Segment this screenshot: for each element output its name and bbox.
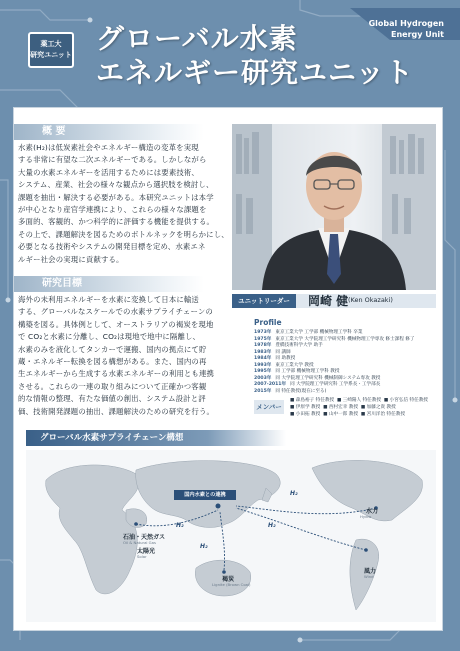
goals-line: させる。これらの一連の取り組みについて正確かつ客観 xyxy=(18,381,207,391)
unit-badge xyxy=(28,32,74,68)
members-heading: メンバー xyxy=(254,400,284,414)
overview-line: 大量の水素エネルギーを活用するためには要素技術、 xyxy=(18,167,199,177)
profile-text: 東京工業大学 大学院理工学研究科 機械物理工学専攻 修士課程 修了 xyxy=(275,336,415,342)
profile-text: 豊橋技術科学大学 助手 xyxy=(275,343,323,348)
profile-year: 1978年 xyxy=(254,343,272,348)
member: ■ 加藤之貴 教授 xyxy=(360,405,396,410)
overview-line: 水素(H₂)は低炭素社会やエネルギー構造の変革を実現 xyxy=(18,143,199,152)
profile-row xyxy=(254,356,295,362)
title-line1: グローバル水素 xyxy=(96,22,298,55)
english-title xyxy=(369,18,444,40)
profile-text: 東京工業大学 工学部 機械物理工学科 卒業 xyxy=(275,330,363,335)
badge-line1: 薬工大 xyxy=(40,40,62,48)
supply-chain-heading: グローバル水素サプライチェーン構想 xyxy=(26,430,286,446)
profile-year: 1975年 xyxy=(254,336,272,342)
profile-row xyxy=(254,376,380,382)
profile-year: 2007-2011年 xyxy=(254,382,287,387)
member: ■ 宮川洋治 特任教授 xyxy=(360,412,405,417)
profile-year: 1983年 xyxy=(254,349,272,355)
site-oilgas: 石油・天然ガス xyxy=(123,534,166,541)
page-title xyxy=(96,22,414,90)
goals-line: 蔵・エネルギー転換を図る構想がある。また、国内の再 xyxy=(18,357,207,367)
profile-text: 同 講師 xyxy=(275,349,291,355)
site-lignite: 褐炭 xyxy=(222,576,235,583)
profile-row xyxy=(254,330,362,336)
overview-line: 課題を抽出・解決する必要がある。本研究ユニットは本学 xyxy=(18,192,214,202)
profile-row xyxy=(254,389,326,395)
overview-text xyxy=(18,142,230,266)
h2-label: H₂ xyxy=(290,490,298,497)
badge-line2: 研究ユニット xyxy=(30,51,72,59)
member: ■ 小田拓 教授 xyxy=(290,412,321,417)
profile-text: 同 助教授 xyxy=(275,356,296,361)
world-map-diagram xyxy=(26,450,436,622)
profile-row xyxy=(254,350,291,356)
h2-label: H₂ xyxy=(176,522,184,529)
goals-line: 的な情報の整理、有たな価値の創出、システム設計と評 xyxy=(18,394,206,404)
profile-year: 2015年 xyxy=(254,388,272,394)
goals-line: 価、技術開発課題の抽出、課題解決のための研究を行う。 xyxy=(18,406,215,416)
profile-year: 1993年 xyxy=(254,362,272,368)
japan-hub-dot xyxy=(216,504,221,509)
goals-text xyxy=(18,294,230,418)
wind-dot xyxy=(364,548,368,552)
profile-text: 同 工学部 機械物理工学科 教授 xyxy=(275,369,340,374)
overview-line: 多面的、客観的、かつ科学的に評価する機能を提供する。 xyxy=(18,217,215,227)
site-hydro-en: Hydro xyxy=(360,514,372,519)
goals-line: 構築を図る。具体例として、オーストラリアの褐炭を現地 xyxy=(18,319,214,329)
overview-line: 必要となる技術やシステムの開発目標を定め、水素エネ xyxy=(18,242,206,252)
member: ■ 森島裕子 特任教授 xyxy=(290,398,335,403)
profile-year: 1995年 xyxy=(254,369,272,374)
member-row xyxy=(290,398,428,404)
site-oilgas-en: Oil & Natural Gas xyxy=(123,540,156,545)
overview-line: する非常に有望な二次エネルギーである。しかしながら xyxy=(18,155,207,165)
goals-line: 生エネルギーから生成する水素エネルギーの利用とも連携 xyxy=(18,369,215,379)
en-title-line1: Global Hydrogen xyxy=(368,19,444,28)
profile-text: 東京工業大学 教授 xyxy=(275,362,314,368)
goals-line: 海外の未利用エネルギーを水素に変換して日本に輸送 xyxy=(18,295,199,304)
goals-line: する、グローバルなスケールでの水素サプライチェーンの xyxy=(18,307,213,317)
site-lignite-en: Lignite (Brown Coal) xyxy=(212,582,251,587)
profile-text: 同 大学院理工学研究科 機械制御システム専攻 教授 xyxy=(275,375,381,381)
profile-row xyxy=(254,363,314,369)
leader-name-en: (Ken Okazaki) xyxy=(348,296,393,304)
site-hydro: 水力 xyxy=(366,508,379,515)
member-row xyxy=(290,412,405,418)
leader-photo xyxy=(232,124,436,290)
profile-text: 同 特任教授(現在に至る) xyxy=(275,388,327,394)
profile-row xyxy=(254,343,323,349)
leader-name: 岡崎 健 xyxy=(308,294,349,308)
site-solar: 太陽光 xyxy=(137,548,156,555)
goals-line: 水素のみを液化してタンカーで運搬、国内の拠点にて貯 xyxy=(18,344,207,354)
overview-line: ルギー社会の実現に貢献する。 xyxy=(18,254,124,264)
h2-label: H₂ xyxy=(200,543,208,550)
member: ■ 伊原学 教授 xyxy=(290,405,321,410)
profile-year: 1984年 xyxy=(254,356,272,361)
site-wind: 風力 xyxy=(364,568,377,575)
profile-text: 同 大学院理工学研究科 工学系長・工学部長 xyxy=(290,382,381,387)
profile-year: 2003年 xyxy=(254,375,272,381)
domestic-hydrogen-box: 国内水素との連携 xyxy=(174,490,236,500)
site-wind-en: Wind xyxy=(364,574,374,579)
site-solar-en: Solar xyxy=(137,554,147,559)
overview-line: その上で、課題解決を図るためのボトルネックを明らかにし、 xyxy=(18,229,229,239)
en-title-line2: Energy Unit xyxy=(390,30,444,39)
profile-row xyxy=(254,337,414,343)
overview-heading: 概 要 xyxy=(14,124,204,140)
profile-heading: Profile xyxy=(254,318,282,327)
leader-role-label: ユニットリーダー xyxy=(232,294,296,308)
member: ■ 三崎陽人 特任教授 xyxy=(336,398,381,403)
profile-row xyxy=(254,382,380,388)
overview-line: システム、産業、社会の様々な観点から選択肢を検討し、 xyxy=(18,180,214,190)
h2-label: H₂ xyxy=(268,522,276,529)
oilgas-dot xyxy=(134,522,138,526)
overview-line: が中心となり産官学連携により、これらの様々な課題を xyxy=(18,205,207,215)
profile-row xyxy=(254,369,340,375)
goals-line: で CO₂と水素に分離し、CO₂は現地で地中に隔離し、 xyxy=(18,332,201,342)
member-row xyxy=(290,405,396,411)
member: ■ 小宮弘信 特任教授 xyxy=(383,398,428,403)
portrait-illustration xyxy=(232,124,436,290)
goals-heading: 研究目標 xyxy=(14,276,204,292)
member: ■ 西村宏幸 教授 xyxy=(323,405,358,410)
member: ■ 山中一郎 教授 xyxy=(323,412,358,417)
profile-year: 1973年 xyxy=(254,330,272,335)
title-line2: エネルギー研究ユニット xyxy=(96,56,414,89)
